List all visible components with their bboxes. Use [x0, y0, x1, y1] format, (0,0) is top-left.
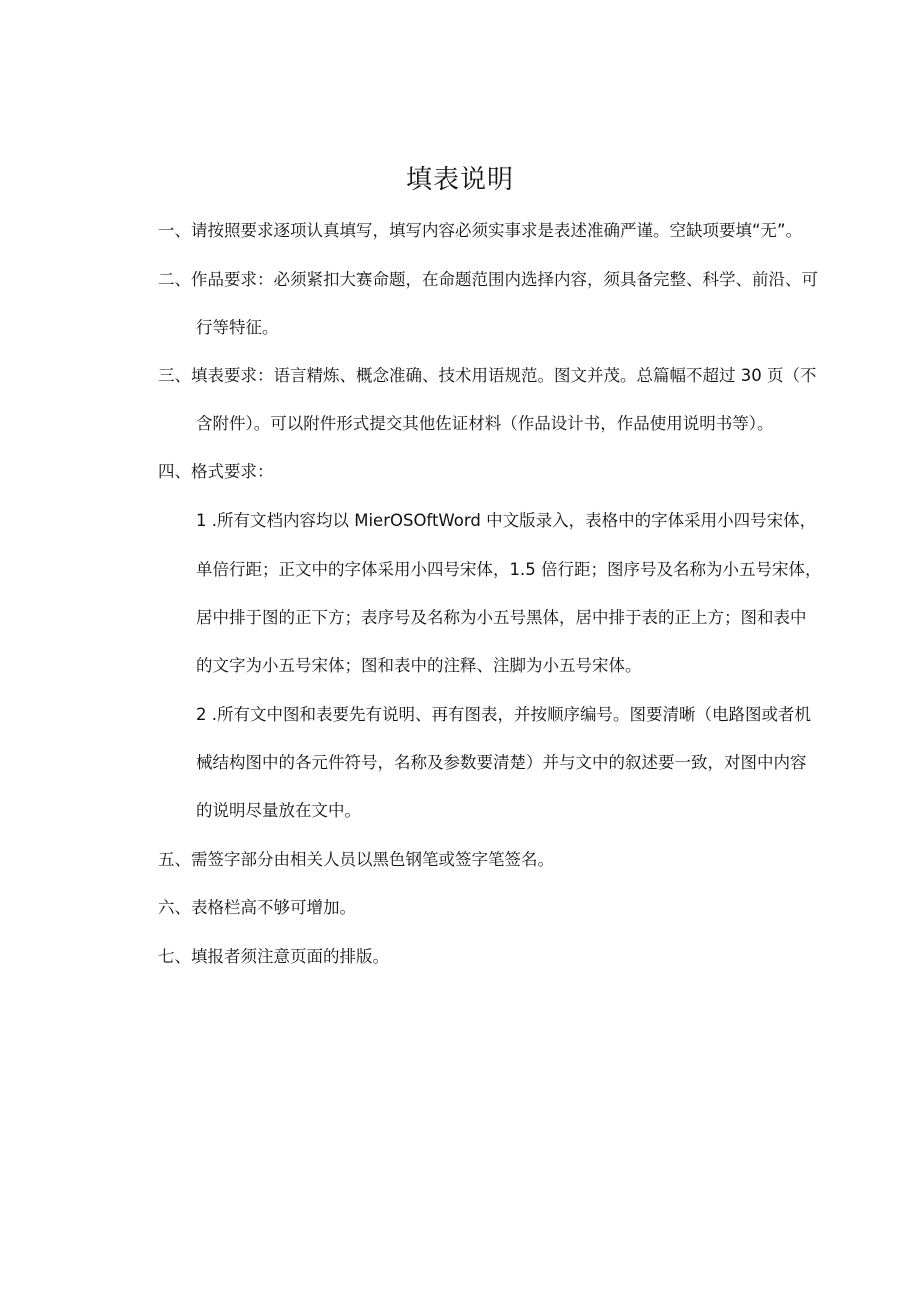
item-4-sub-2-line-3: 的说明尽量放在文中。 [196, 801, 361, 820]
item-4-sub-1-line-4: 的文字为小五号宋体；图和表中的注释、注脚为小五号宋体。 [196, 656, 642, 675]
item-4-sub-1-line-3: 居中排于图的正下方；表序号及名称为小五号黑体，居中排于表的正上方；图和表中 [196, 608, 807, 627]
item-4-sub-1-line-1: 1 .所有文档内容均以 MierOSOftWord 中文版录入，表格中的字体采用小四号宋体， [196, 511, 817, 530]
item-1-line-1: 一、请按照要求逐项认真填写，填写内容必须实事求是表述准确严谨。空缺项要填“无”。 [158, 221, 803, 240]
item-2-line-1: 二、作品要求：必须紧扣大赛命题，在命题范围内选择内容，须具备完整、科学、前沿、可 [158, 270, 818, 289]
item-2-line-2: 行等特征。 [196, 318, 279, 337]
item-5-line-1: 五、需签字部分由相关人员以黑色钢笔或签字笔签名。 [158, 850, 554, 869]
item-4-sub-2-line-1: 2 .所有文中图和表要先有说明、再有图表，并按顺序编号。图要清晰（电路图或者机 [196, 705, 811, 724]
item-7-line-1: 七、填报者须注意页面的排版。 [158, 947, 389, 966]
item-3-line-1: 三、填表要求：语言精炼、概念准确、技术用语规范。图文并茂。总篇幅不超过 30 页（不 [158, 366, 817, 385]
item-4-sub-1-line-2: 单倍行距；正文中的字体采用小四号宋体，1.5 倍行距；图序号及名称为小五号宋体， [196, 560, 822, 579]
page-title: 填表说明 [405, 165, 514, 195]
item-4-sub-2-line-2: 械结构图中的各元件符号，名称及参数要清楚）并与文中的叙述要一致，对图中内容 [196, 753, 807, 772]
item-4-heading: 四、格式要求： [158, 462, 274, 481]
item-6-line-1: 六、表格栏高不够可增加。 [158, 898, 356, 917]
item-3-line-2: 含附件）。可以附件形式提交其他佐证材料（作品设计书，作品使用说明书等）。 [196, 414, 774, 433]
